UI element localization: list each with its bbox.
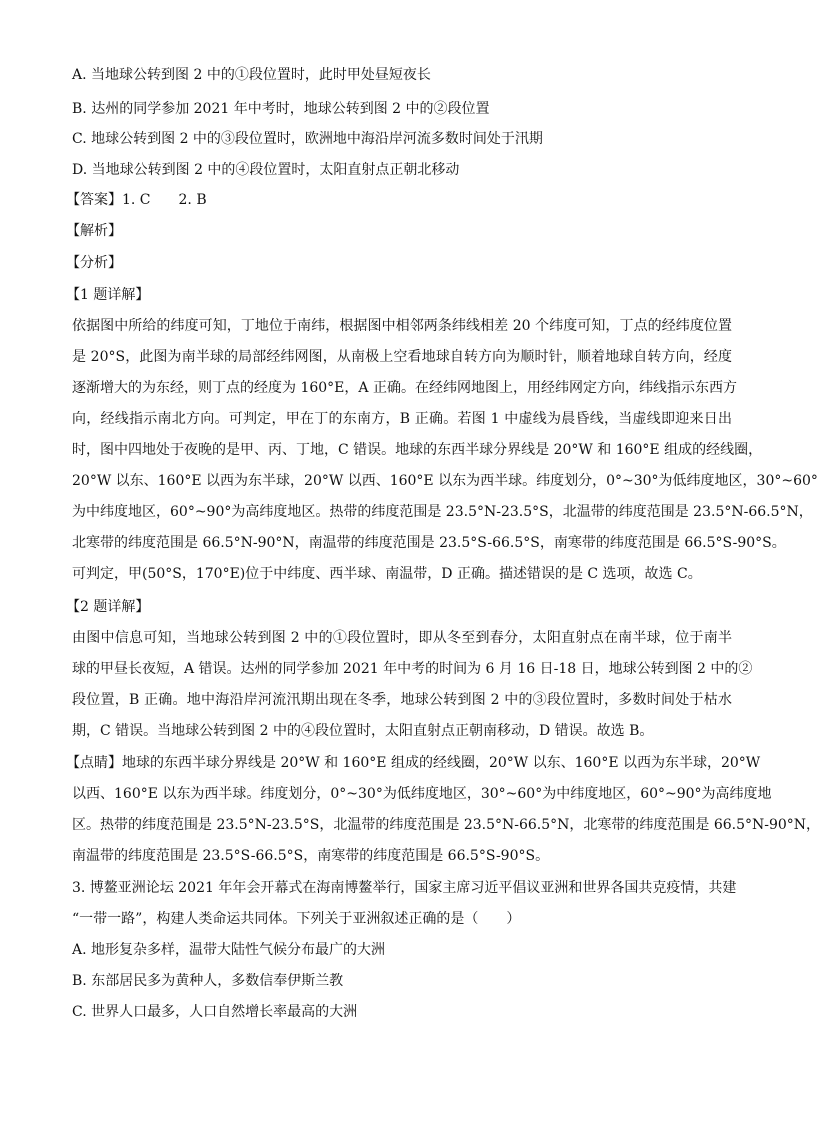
answer-line: 【答案】1. C 2. B bbox=[66, 192, 207, 208]
q3-option-a: A. 地形复杂多样，温带大陆性气候分布最广的大洲 bbox=[72, 942, 386, 958]
q2-option-c: C. 地球公转到图 2 中的③段位置时，欧洲地中海沿岸河流多数时间处于汛期 bbox=[72, 131, 543, 147]
analysis-heading: 【解析】 bbox=[66, 223, 122, 239]
q1-detail-heading: 【1 题详解】 bbox=[66, 287, 150, 303]
fenxi-heading: 【分析】 bbox=[66, 255, 122, 271]
q1-detail-line: 依据图中所给的纬度可知，丁地位于南纬，根据图中相邻两条纬线相差 20 个纬度可知，丁点的经纬度位置 bbox=[72, 318, 732, 334]
q1-detail-line: 北寒带的纬度范围是 66.5°N-90°N，南温带的纬度范围是 23.5°S-66.5°S，南寒带的纬度范围是 66.5°S-90°S。 bbox=[72, 535, 786, 551]
q3-stem-line: 3. 博鳌亚洲论坛 2021 年年会开幕式在海南博鳌举行，国家主席习近平倡议亚洲和世界各国共克疫情，共建 bbox=[72, 880, 737, 896]
q2-option-a: A. 当地球公转到图 2 中的①段位置时，此时甲处昼短夜长 bbox=[72, 67, 431, 83]
q1-detail-line: 逐渐增大的为东经，则丁点的经度为 160°E，A 正确。在经纬网地图上，用经纬网定方向，纬线指示东西方 bbox=[72, 380, 737, 396]
q2-detail-line: 期，C 错误。当地球公转到图 2 中的④段位置时，太阳直射点正朝南移动，D 错误。故选 B。 bbox=[72, 723, 654, 739]
dianjing-line: 【点睛】地球的东西半球分界线是 20°W 和 160°E 组成的经线圈，20°W 以东、160°E 以西为东半球，20°W bbox=[66, 755, 761, 771]
q1-detail-line: 是 20°S，此图为南半球的局部经纬网图，从南极上空看地球自转方向为顺时针，顺着地球自转方向，经度 bbox=[72, 349, 732, 365]
q3-option-b: B. 东部居民多为黄种人，多数信奉伊斯兰教 bbox=[72, 973, 344, 989]
q2-option-b: B. 达州的同学参加 2021 年中考时，地球公转到图 2 中的②段位置 bbox=[72, 101, 490, 117]
q2-option-d: D. 当地球公转到图 2 中的④段位置时，太阳直射点正朝北移动 bbox=[72, 162, 460, 178]
dianjing-line: 南温带的纬度范围是 23.5°S-66.5°S，南寒带的纬度范围是 66.5°S-90°S。 bbox=[72, 848, 550, 864]
dianjing-line: 以西、160°E 以东为西半球。纬度划分，0°~30°为低纬度地区，30°~60°为中纬度地区，60°~90°为高纬度地 bbox=[72, 786, 772, 802]
q1-detail-line: 可判定，甲(50°S，170°E)位于中纬度、西半球、南温带，D 正确。描述错误的是 C 选项，故选 C。 bbox=[72, 566, 702, 582]
q3-option-c: C. 世界人口最多，人口自然增长率最高的大洲 bbox=[72, 1004, 358, 1020]
q1-detail-line: 为中纬度地区，60°~90°为高纬度地区。热带的纬度范围是 23.5°N-23.5°S，北温带的纬度范围是 23.5°N-66.5°N， bbox=[72, 504, 813, 520]
q3-stem-line: “一带一路”，构建人类命运共同体。下列关于亚洲叙述正确的是（ ） bbox=[72, 911, 521, 927]
q2-detail-heading: 【2 题详解】 bbox=[66, 599, 150, 615]
q1-detail-line: 时，图中四地处于夜晚的是甲、丙、丁地，C 错误。地球的东西半球分界线是 20°W 和 160°E 组成的经线圈， bbox=[72, 442, 763, 458]
q2-detail-line: 段位置，B 正确。地中海沿岸河流汛期出现在冬季，地球公转到图 2 中的③段位置时，多数时间处于枯水 bbox=[72, 692, 732, 708]
q1-detail-line: 向，经线指示南北方向。可判定，甲在丁的东南方，B 正确。若图 1 中虚线为晨昏线，当虚线即迎来日出 bbox=[72, 411, 732, 427]
q2-detail-line: 由图中信息可知，当地球公转到图 2 中的①段位置时，即从冬至到春分，太阳直射点在南半球，位于南半 bbox=[72, 630, 732, 646]
q1-detail-line: 20°W 以东、160°E 以西为东半球，20°W 以西、160°E 以东为西半球。纬度划分，0°~30°为低纬度地区，30°~60° bbox=[72, 473, 818, 489]
dianjing-line: 区。热带的纬度范围是 23.5°N-23.5°S，北温带的纬度范围是 23.5°N-66.5°N，北寒带的纬度范围是 66.5°N-90°N， bbox=[72, 817, 820, 833]
q2-detail-line: 球的甲昼长夜短，A 错误。达州的同学参加 2021 年中考的时间为 6 月 16 日-18 日，地球公转到图 2 中的② bbox=[72, 661, 753, 677]
